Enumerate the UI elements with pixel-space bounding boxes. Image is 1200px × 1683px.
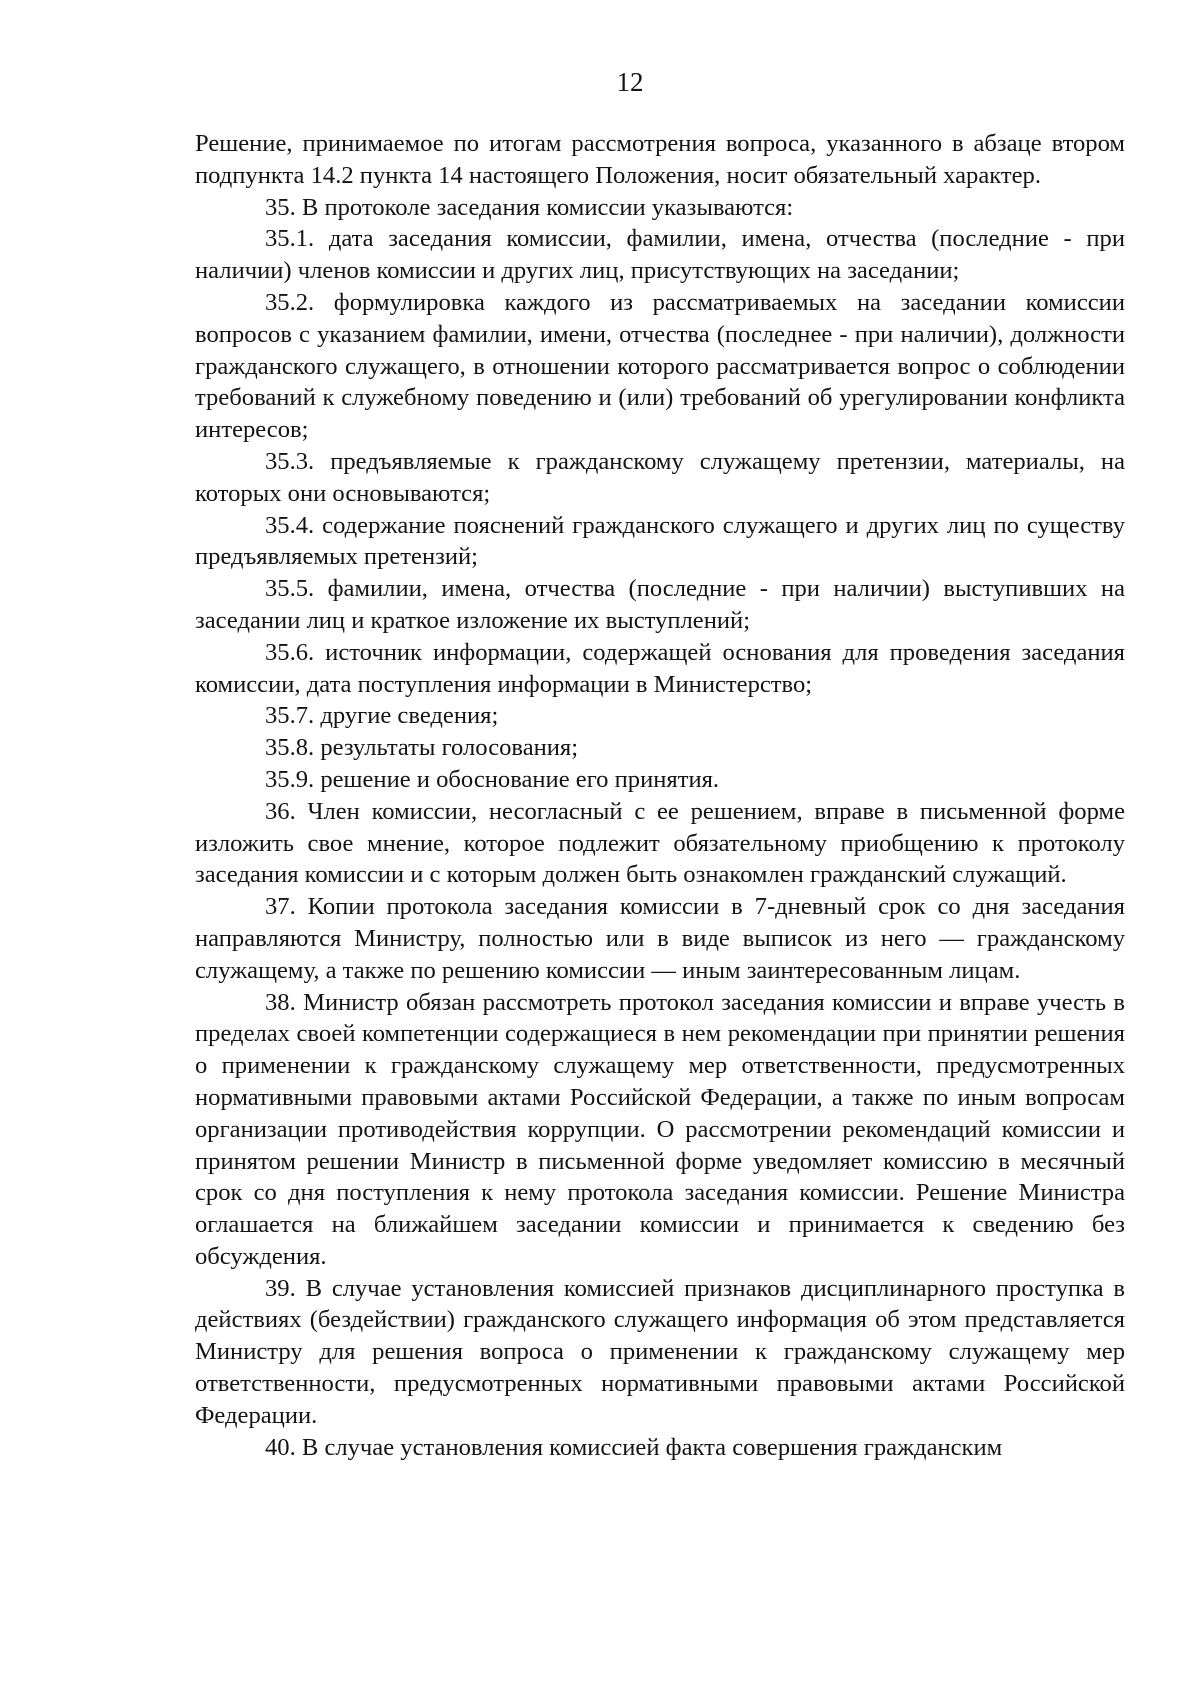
paragraph: 35.6. источник информации, содержащей основания для проведения заседания комиссии, дата поступления информации в Министерство; (195, 638, 1125, 698)
document-body (195, 128, 1125, 1463)
page-number: 12 (616, 67, 644, 97)
paragraph: 40. В случае установления комиссией факта совершения гражданским (265, 1433, 1003, 1461)
paragraph: 35.5. фамилии, имена, отчества (последние - при наличии) выступивших на заседании лиц и краткое изложение их выступлений; (195, 575, 1125, 634)
paragraph: 35.1. дата заседания комиссии, фамилии, имена, отчества (последние - при наличии) членов комиссии и других лиц, присутствующих на заседании; (195, 225, 1125, 285)
paragraph: 35. В протоколе заседания комиссии указываются: (265, 193, 794, 221)
paragraph: 37. Копии протокола заседания комиссии в 7-дневный срок со дня заседания направляются Министру, полностью или в виде выписок из него — гражданскому служащему, а также по решению комиссии — иным заинтересованным лицам. (195, 893, 1125, 984)
paragraph: 38. Министр обязан рассмотреть протокол заседания комиссии и вправе учесть в пределах своей компетенции содержащиеся в нем рекомендации при принятии решения о применении к гражданскому служащему мер ответственности, предусмотренных нормативными правовыми актами Российской Федерации, а также по иным вопросам организации противодействия коррупции. О рассмотрении рекомендаций комиссии и принятом решении Министр в письменной форме уведомляет комиссию в месячный срок со дня поступления к нему протокола заседания комиссии. Решение Министра оглашается на ближайшем заседании комиссии и принимается к сведению без обсуждения. (195, 988, 1125, 1270)
paragraph: 35.7. другие сведения; (265, 702, 499, 730)
paragraph: Решение, принимаемое по итогам рассмотрения вопроса, указанного в абзаце втором подпункта 14.2 пункта 14 настоящего Положения, носит обязательный характер. (195, 130, 1125, 189)
paragraph: 35.8. результаты голосования; (265, 734, 579, 762)
paragraph: 36. Член комиссии, несогласный с ее решением, вправе в письменной форме изложить свое мнение, которое подлежит обязательному приобщению к протоколу заседания комиссии и с которым должен быть ознакомлен гражданский служащий. (195, 797, 1125, 889)
paragraph: 35.3. предъявляемые к гражданскому служащему претензии, материалы, на которых они основываются; (195, 447, 1125, 507)
paragraph: 35.4. содержание пояснений гражданского служащего и других лиц по существу предъявляемых претензий; (195, 511, 1125, 571)
paragraph: 39. В случае установления комиссией признаков дисциплинарного проступка в действиях (бездействии) гражданского служащего информация об этом представляется Министру для решения вопроса о применении к гражданскому служащему мер ответственности, предусмотренных нормативными правовыми актами Российской Федерации. (195, 1274, 1125, 1429)
paragraph: 35.9. решение и обоснование его принятия. (265, 765, 720, 793)
paragraph: 35.2. формулировка каждого из рассматриваемых на заседании комиссии вопросов с указанием фамилии, имени, отчества (последнее - при наличии), должности гражданского служащего, в отношении которого рассматривается вопрос о соблюдении требований к служебному поведению и (или) требований об урегулировании конфликта интересов; (195, 288, 1125, 444)
